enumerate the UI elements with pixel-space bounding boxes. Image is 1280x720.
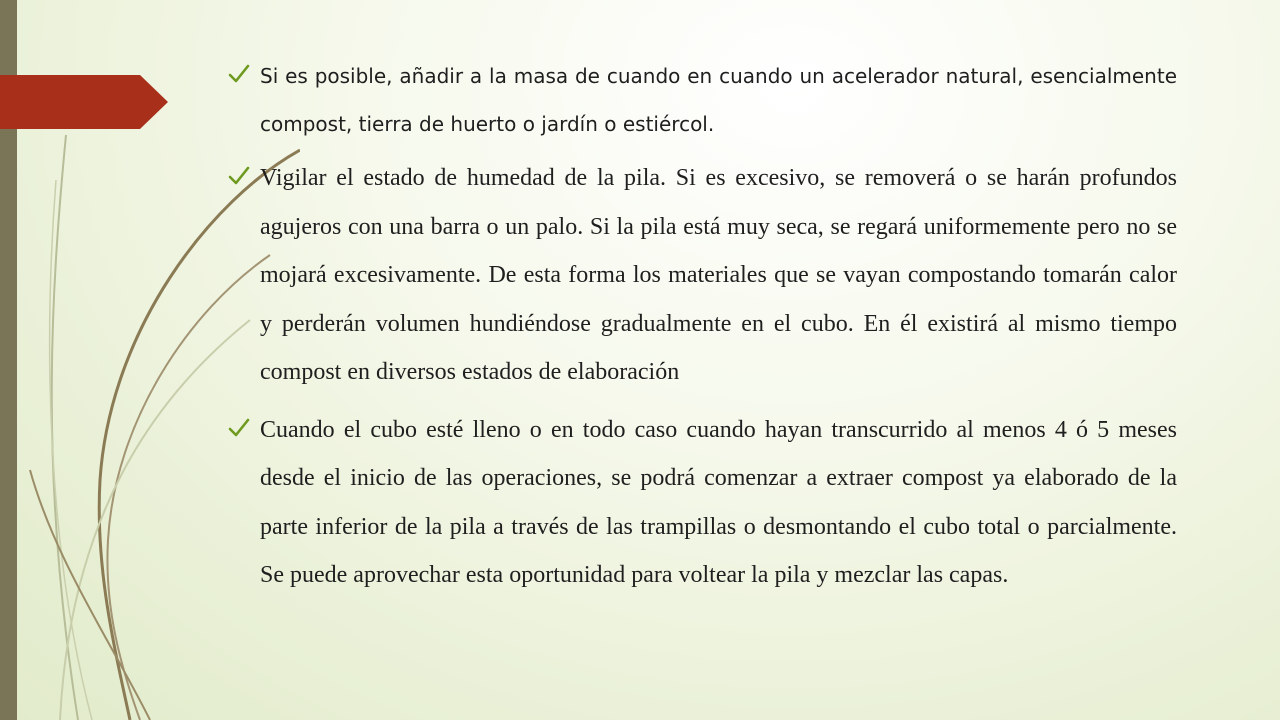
- accent-arrow-tab: [0, 75, 168, 129]
- list-item: [227, 52, 1177, 148]
- check-icon: [227, 62, 251, 86]
- bullet-text: Si es posible, añadir a la masa de cuando en cuando un acelerador natural, esencialmente compost, tierra de huerto o jardín o estiércol.: [260, 64, 1177, 136]
- list-item: [227, 154, 1177, 397]
- check-icon: [227, 416, 251, 440]
- list-item: [227, 406, 1177, 600]
- bullet-text: Vigilar el estado de humedad de la pila. Si es excesivo, se removerá o se harán profundos agujeros con una barra o un palo. Si la pila está muy seca, se regará uniformemente pero no se mojará excesivamente. De esta forma los materiales que se vayan compostando tomarán calor y perderán volumen hundiéndose gradualmente en el cubo. En él existirá al mismo tiempo compost en diversos estados de elaboración: [260, 165, 1177, 385]
- check-icon: [227, 164, 251, 188]
- bullet-list: [227, 52, 1177, 600]
- bullet-text: Cuando el cubo esté lleno o en todo caso cuando hayan transcurrido al menos 4 ó 5 meses desde el inicio de las operaciones, se podrá comenzar a extraer compost ya elaborado de la parte inferior de la pila a través de las trampillas o desmontando el cubo total o parcialmente. Se puede aprovechar esta oportunidad para voltear la pila y mezclar las capas.: [260, 416, 1177, 588]
